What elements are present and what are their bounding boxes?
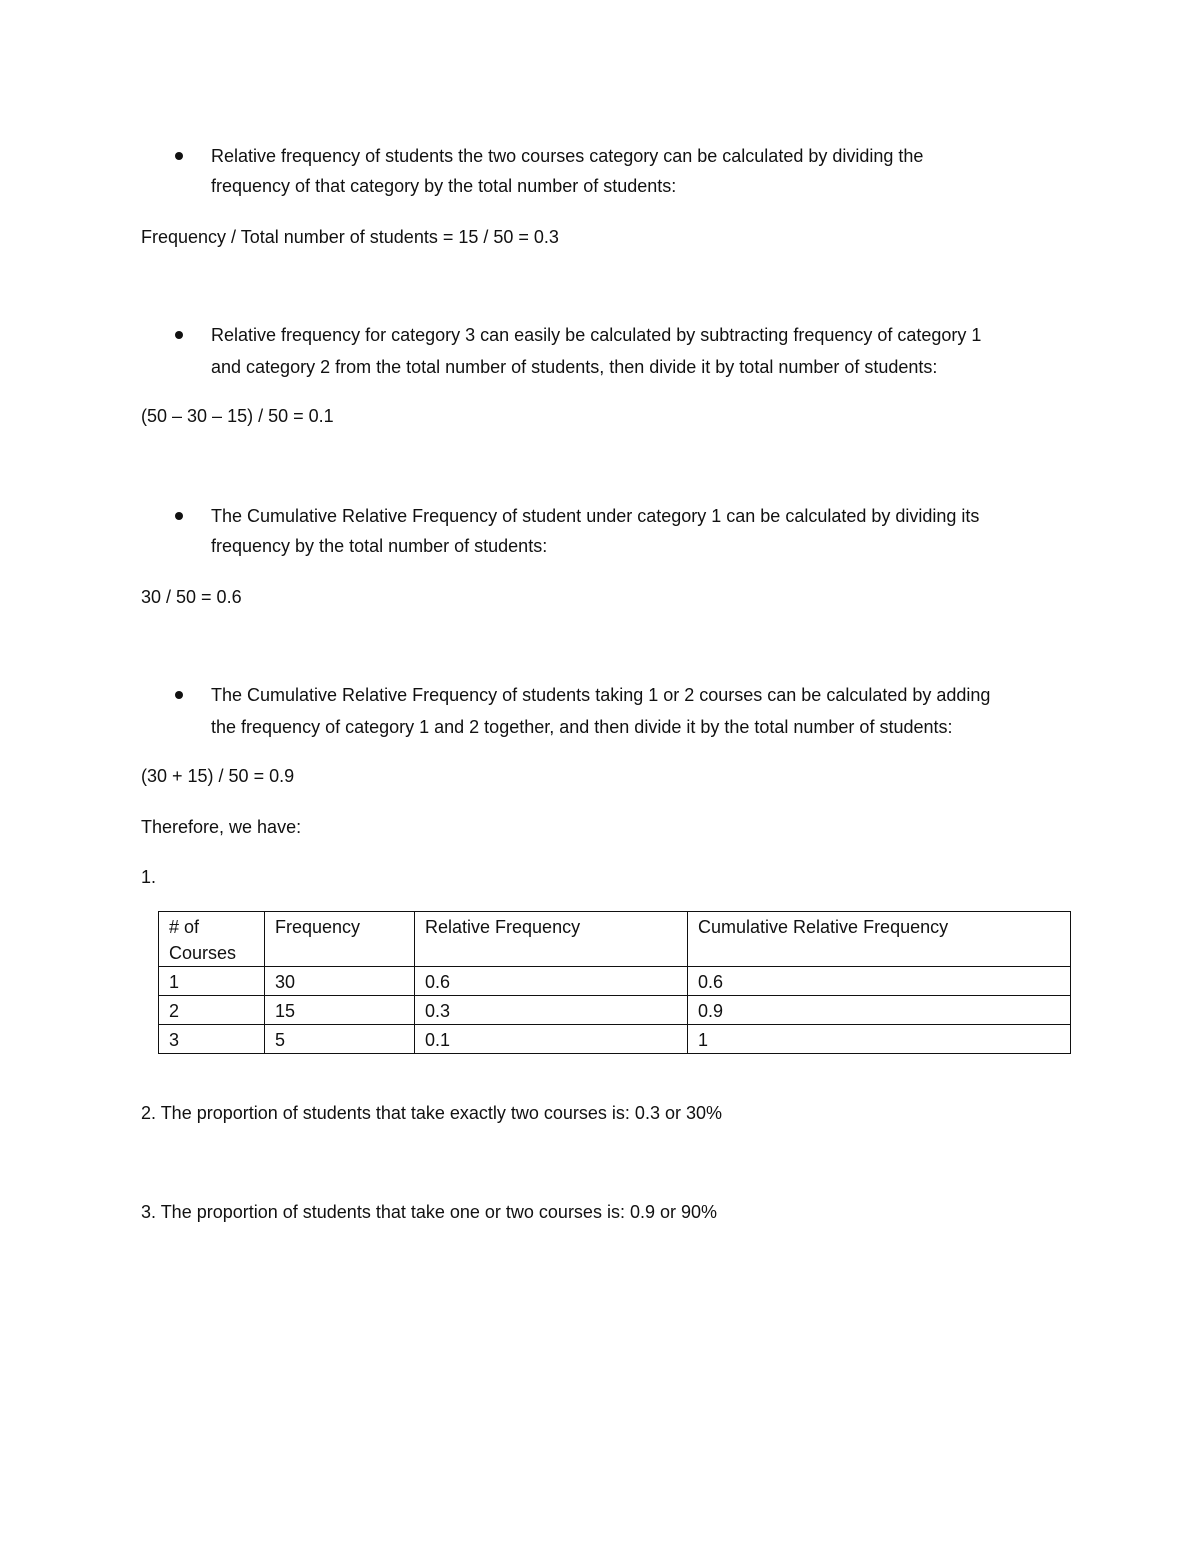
table-row: [159, 967, 1071, 996]
item-1-label: 1.: [141, 867, 157, 887]
bullet-3-line-2: frequency by the total number of students:: [211, 536, 548, 556]
answer-2: 2. The proportion of students that take exactly two courses is: 0.3 or 30%: [141, 1103, 722, 1123]
table-cell: 0.3: [415, 996, 688, 1025]
bullet-icon: [175, 691, 183, 699]
bullet-1-line-1: Relative frequency of students the two courses category can be calculated by dividing the: [211, 146, 924, 166]
bullet-2-line-1: Relative frequency for category 3 can easily be calculated by subtracting frequency of category 1: [211, 325, 982, 345]
table-cell: 15: [265, 996, 415, 1025]
formula-3: 30 / 50 = 0.6: [141, 587, 242, 607]
table-header-row: [159, 912, 1071, 967]
table-cell: 2: [159, 996, 265, 1025]
bullet-1-line-2: frequency of that category by the total number of students:: [211, 176, 677, 196]
table-cell: 30: [265, 967, 415, 996]
table-cell: 0.6: [415, 967, 688, 996]
bullet-4-line-1: The Cumulative Relative Frequency of students taking 1 or 2 courses can be calculated by adding: [211, 685, 991, 705]
table-cell: 3: [159, 1025, 265, 1054]
header-relative-frequency: Relative Frequency: [415, 912, 688, 967]
answer-3: 3. The proportion of students that take one or two courses is: 0.9 or 90%: [141, 1202, 717, 1222]
table-cell: 0.9: [688, 996, 1071, 1025]
header-cumulative-relative-frequency: Cumulative Relative Frequency: [688, 912, 1071, 967]
table-cell: 5: [265, 1025, 415, 1054]
table-cell: 1: [688, 1025, 1071, 1054]
therefore-text: Therefore, we have:: [141, 817, 302, 837]
bullet-icon: [175, 152, 183, 160]
formula-4: (30 + 15) / 50 = 0.9: [141, 766, 295, 786]
frequency-table: [158, 911, 1071, 1054]
formula-1: Frequency / Total number of students = 15 / 50 = 0.3: [141, 227, 559, 247]
table-row: [159, 1025, 1071, 1054]
table-row: [159, 996, 1071, 1025]
bullet-3-line-1: The Cumulative Relative Frequency of student under category 1 can be calculated by dividing its: [211, 506, 980, 526]
table-cell: 0.1: [415, 1025, 688, 1054]
header-frequency: Frequency: [265, 912, 415, 967]
bullet-2-line-2: and category 2 from the total number of students, then divide it by total number of students:: [211, 357, 938, 377]
table-cell: 1: [159, 967, 265, 996]
bullet-icon: [175, 331, 183, 339]
header-courses: # of Courses: [159, 912, 265, 967]
bullet-4-line-2: the frequency of category 1 and 2 together, and then divide it by the total number of students:: [211, 717, 953, 737]
formula-2: (50 – 30 – 15) / 50 = 0.1: [141, 406, 334, 426]
table-cell: 0.6: [688, 967, 1071, 996]
bullet-icon: [175, 512, 183, 520]
